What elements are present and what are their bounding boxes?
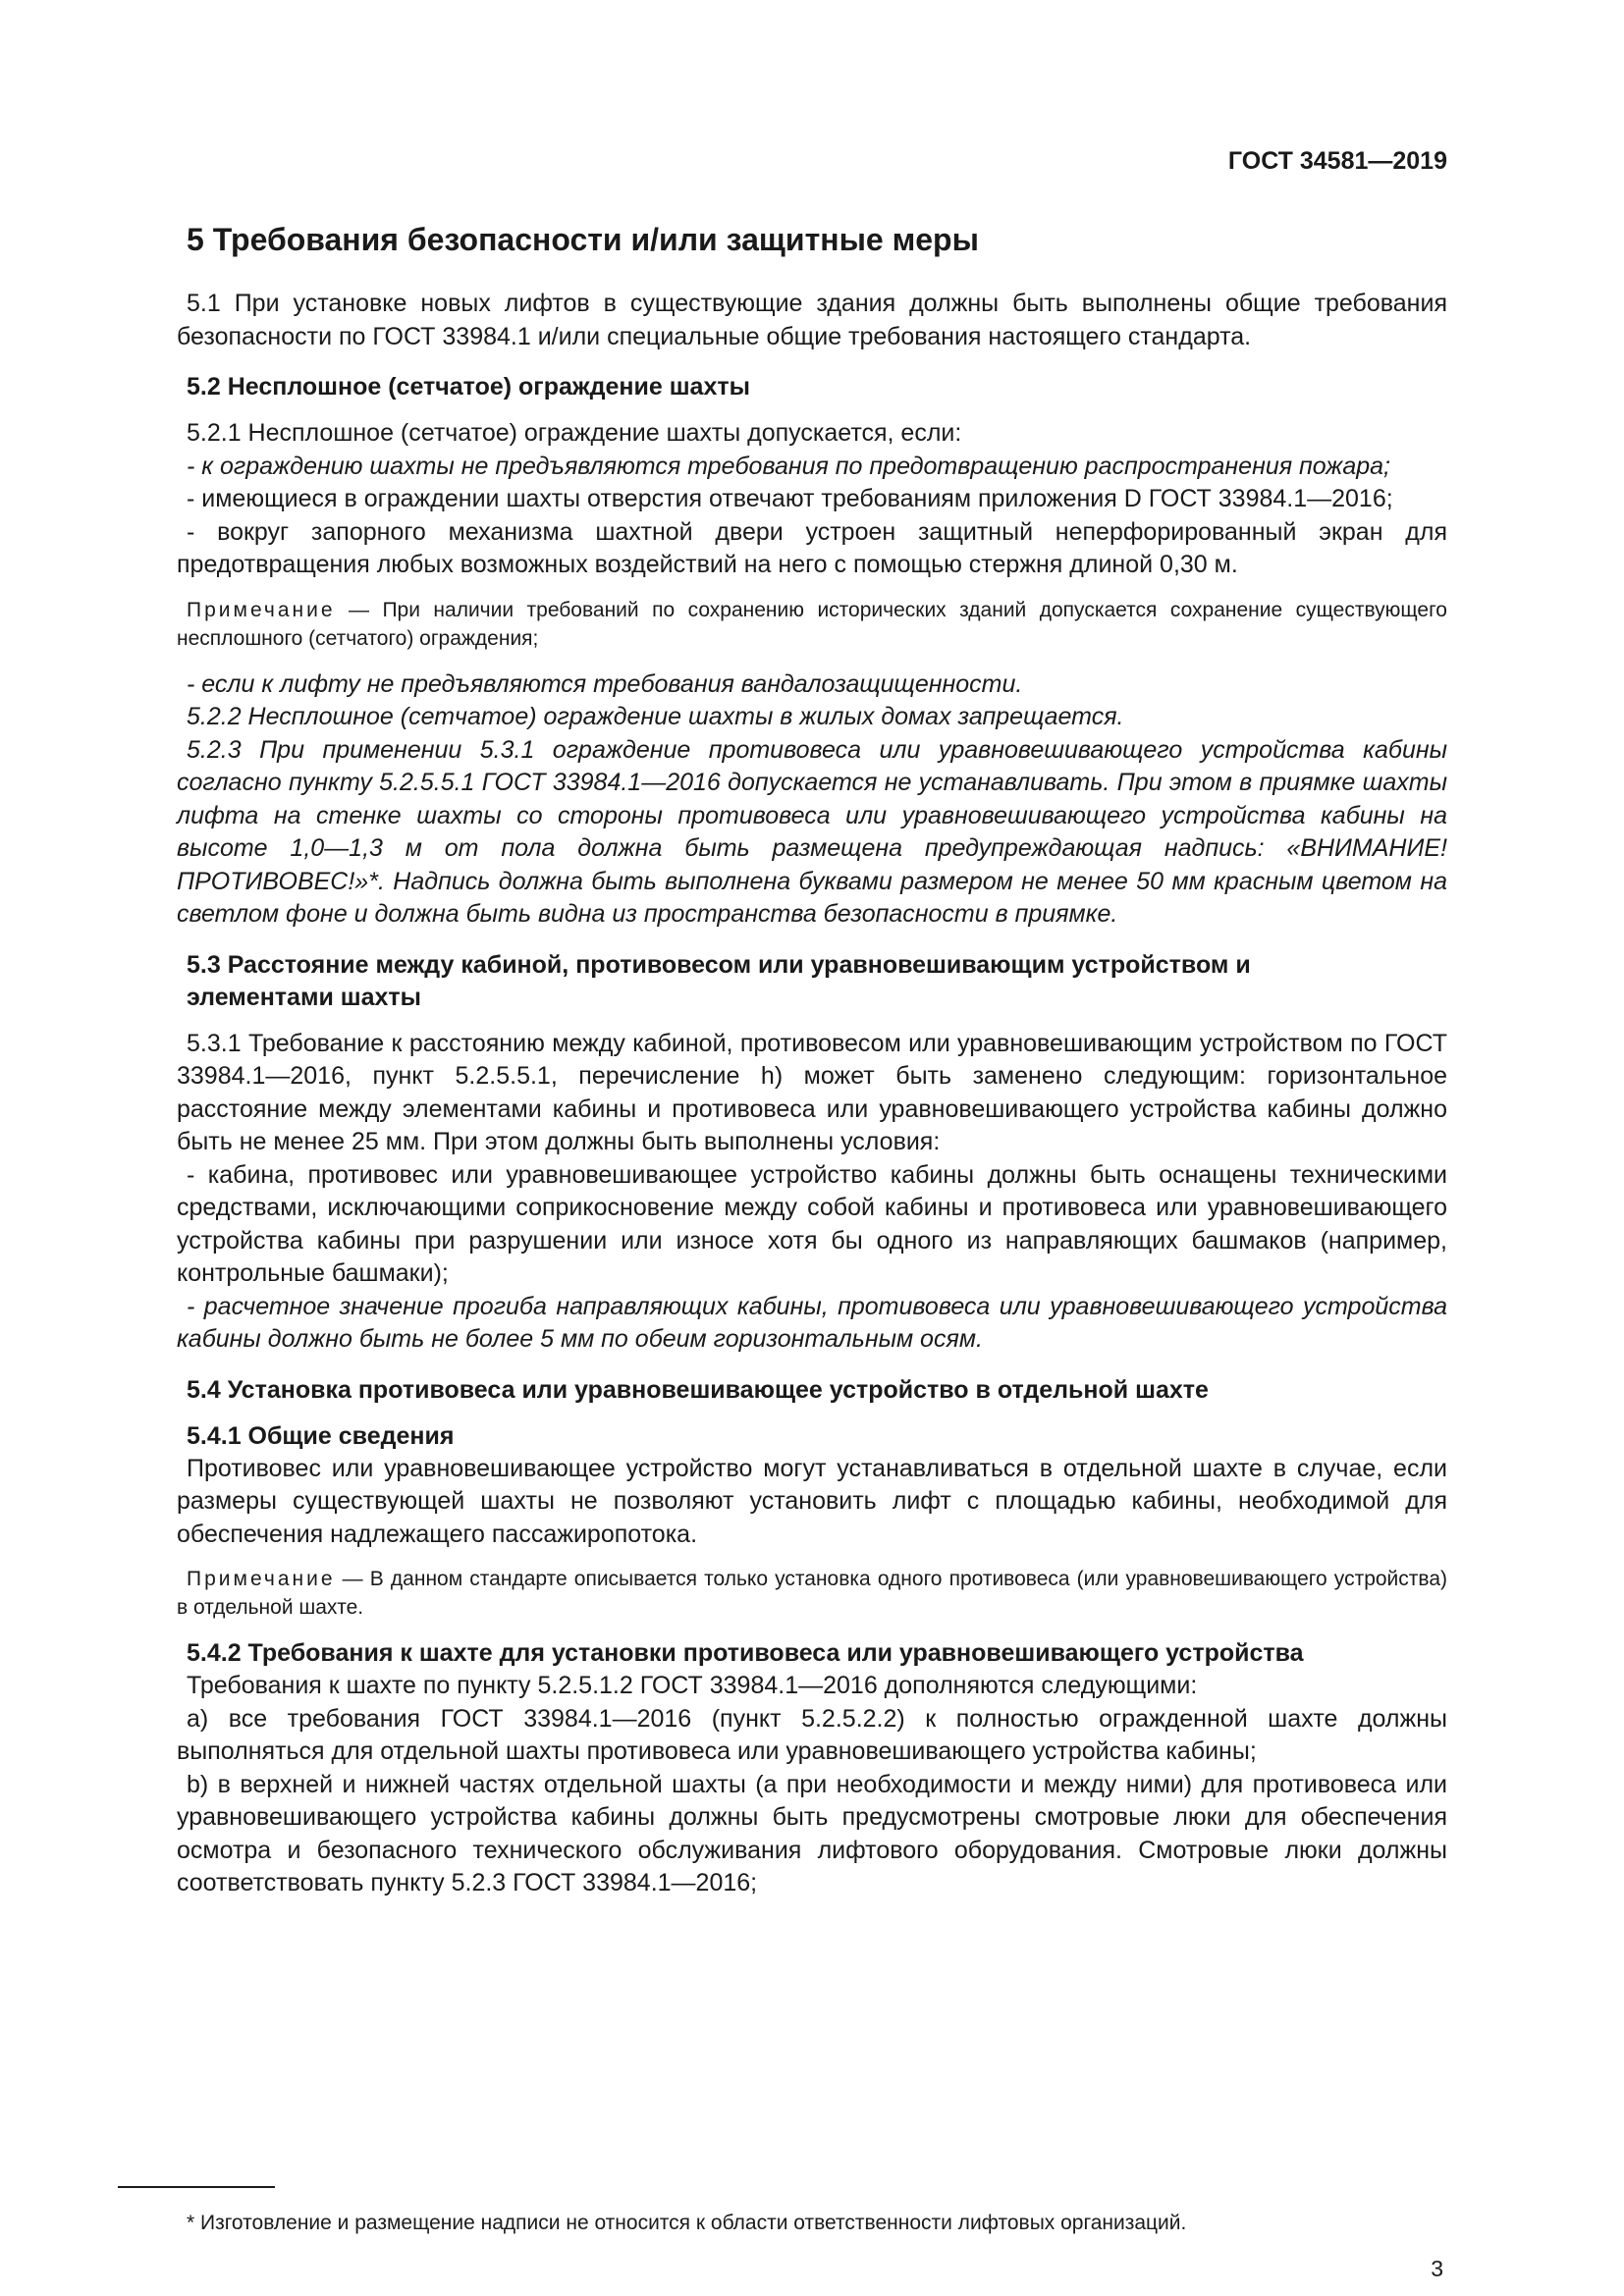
footnote: * Изготовление и размещение надписи не относится к области ответственности лифтовых организаций. <box>187 2212 1187 2234</box>
list-item-openings: - имеющиеся в ограждении шахты отверстия отвечают требованиям приложения D ГОСТ 33984.1—2016; <box>187 485 1393 512</box>
list-item-b: b) в верхней и нижней частях отдельной шахты (а при необходимости и между ними) для противовеса или уравновешивающего устройства кабины должны быть предусмотрены смотровые люки для обеспечения осмотра и безопасного технического обслуживания лифтового оборудования. Смотровые люки должны соответствовать пункту 5.2.3 ГОСТ 33984.1—2016; <box>177 1770 1447 1896</box>
page-content <box>177 222 1447 1900</box>
footnote-separator <box>118 2186 275 2188</box>
paragraph-5-2-3: 5.2.3 При применении 5.3.1 ограждение противовеса или уравновешивающего устройства кабины согласно пункту 5.2.5.5.1 ГОСТ 33984.1—2016 допускается не устанавливать. При этом в приямке шахты лифта на стенке шахты со стороны противовеса или уравновешивающего устройства кабины на высоте 1,0—1,3 м от пола должна быть размещена предупреждающая надпись: «ВНИМАНИЕ! ПРОТИВОВЕС!»*. Надпись должна быть выполнена буквами размером не менее 50 мм красным цветом на светлом фоне и должна быть видна из пространства безопасности в приямке. <box>177 735 1447 928</box>
standard-header: ГОСТ 34581—2019 <box>1227 147 1447 175</box>
note-label: Примечание <box>187 1568 336 1590</box>
list-item-deflection: - расчетное значение прогиба направляющих кабины, противовеса или уравновешивающего устройства кабины должно быть не более 5 мм по обеим горизонтальным осям. <box>177 1292 1447 1353</box>
paragraph-5-4-1: Противовес или уравновешивающее устройство могут устанавливаться в отдельной шахте в случае, если размеры существующей шахты не позволяют установить лифт с площадью кабины, необходимой для обеспечения надлежащего пассажиропотока. <box>177 1454 1447 1548</box>
section-5-4-title: 5.4 Установка противовеса или уравновешивающее устройство в отдельной шахте <box>187 1375 1209 1404</box>
note-text: — При наличии требований по сохранению исторических зданий допускается сохранение существующего несплошного (сетчатого) ограждения; <box>177 598 1447 650</box>
section-5-2-title: 5.2 Несплошное (сетчатое) ограждение шахты <box>187 373 750 400</box>
note-5-2 <box>177 596 1447 653</box>
paragraph-5-2-1: 5.2.1 Несплошное (сетчатое) ограждение шахты допускается, если: <box>187 419 962 447</box>
list-item-vandal: - если к лифту не предъявляются требования вандалозащищенности. <box>187 669 1023 698</box>
list-item-technical-means: - кабина, противовес или уравновешивающее устройство кабины должны быть оснащены техническими средствами, исключающими соприкосновение между собой кабины и противовеса или уравновешивающего устройства кабины при разрушении или износе хотя бы одного из направляющих башмаков (например, контрольные башмаки); <box>177 1160 1447 1287</box>
paragraph-5-2-2: 5.2.2 Несплошное (сетчатое) ограждение шахты в жилых домах запрещается. <box>187 703 1124 730</box>
section-5-title: 5 Требования безопасности и/или защитные меры <box>187 222 979 257</box>
list-item-a: a) все требования ГОСТ 33984.1—2016 (пункт 5.2.5.2.2) к полностью огражденной шахте должны выполняться для отдельной шахты противовеса или уравновешивающего устройства кабины; <box>177 1704 1447 1765</box>
section-5-3-title: 5.3 Расстояние между кабиной, противовесом или уравновешивающим устройством и элементами шахты <box>187 950 1251 1011</box>
list-item-fire: - к ограждению шахты не предъявляются требования по предотвращению распространения пожара; <box>187 452 1391 480</box>
section-5-4-1-title: 5.4.1 Общие сведения <box>187 1421 455 1450</box>
paragraph-5-4-2-intro: Требования к шахте по пункту 5.2.5.1.2 ГОСТ 33984.1—2016 дополняются следующими: <box>187 1672 1198 1699</box>
note-5-4 <box>177 1565 1447 1622</box>
section-5-4-2-title: 5.4.2 Требования к шахте для установки противовеса или уравновешивающего устройства <box>187 1639 1304 1667</box>
note-label: Примечание <box>187 598 336 621</box>
note-text: — В данном стандарте описывается только установка одного противовеса (или уравновешивающего устройства) в отдельной шахте. <box>177 1568 1447 1619</box>
paragraph-5-1: 5.1 При установке новых лифтов в существующие здания должны быть выполнены общие требования безопасности по ГОСТ 33984.1 и/или специальные общие требования настоящего стандарта. <box>177 290 1447 350</box>
paragraph-5-3-1: 5.3.1 Требование к расстоянию между кабиной, противовесом или уравновешивающим устройством по ГОСТ 33984.1—2016, пункт 5.2.5.5.1, перечисление h) может быть заменено следующим: горизонтальное расстояние между элементами кабины и противовеса или уравновешивающего устройства кабины должно быть не менее 25 мм. При этом должны быть выполнены условия: <box>177 1029 1447 1155</box>
page-number: 3 <box>1431 2256 1443 2281</box>
list-item-screen: - вокруг запорного механизма шахтной двери устроен защитный неперфорированный экран для предотвращения любых возможных воздействий на него с помощью стержня длиной 0,30 м. <box>177 517 1447 578</box>
